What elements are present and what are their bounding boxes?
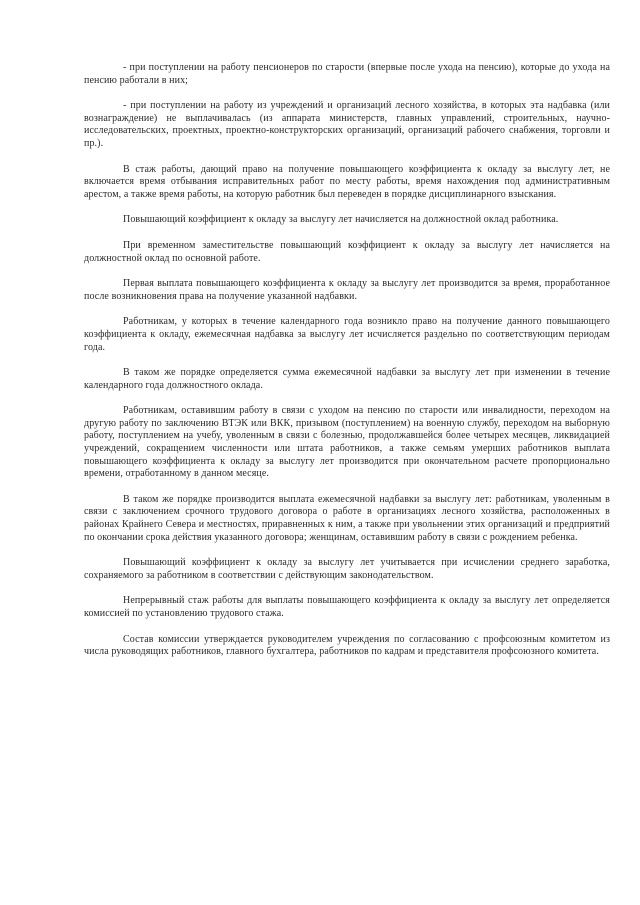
paragraph: В таком же порядке определяется сумма ежемесячной надбавки за выслугу лет при изменении в течение календарного года должностного оклада. (84, 367, 610, 391)
paragraph: - при поступлении на работу пенсионеров по старости (впервые после ухода на пенсию), которые до ухода на пенсию работали в них; (84, 62, 610, 86)
paragraph: Повышающий коэффициент к окладу за выслугу лет учитывается при исчислении среднего заработка, сохраняемого за работником в соответствии с действующим законодательством. (84, 557, 610, 581)
paragraph: Работникам, оставившим работу в связи с уходом на пенсию по старости или инвалидности, переходом на другую работу по заключению ВТЭК или ВКК, призывом (поступлением) на военную службу, переходом на выборную работу, поступлением на учебу, уволенным в связи с болезнью, продолжавшейся более четырех месяцев, ликвидацией учреждений, сокращением численности или штата работников, а также семьям умерших работников выплата повышающего коэффициента к окладу за выслугу лет производится при окончательном расчете пропорционально времени, отработанному в данном месяце. (84, 405, 610, 480)
paragraph: - при поступлении на работу из учреждений и организаций лесного хозяйства, в которых эта надбавка (или вознаграждение) не выплачивалась (из аппарата министерств, главных управлений, строительных, научно-исследовательских, проектных, проектно-конструкторских организаций, организаций рабочего снабжения, торговли и пр.). (84, 100, 610, 149)
paragraph: В таком же порядке производится выплата ежемесячной надбавки за выслугу лет: работникам, уволенным в связи с заключением срочного трудового договора о работе в организациях лесного хозяйства, расположенных в районах Крайнего Севера и местностях, приравненных к ним, а также при увольнении этих организаций и предприятий по окончании срока действия указанного договора; женщинам, оставившим работу в связи с рождением ребенка. (84, 493, 610, 543)
paragraph: Состав комиссии утверждается руководителем учреждения по согласованию с профсоюзным комитетом из числа руководящих работников, главного бухгалтера, работников по кадрам и представителя профсоюзного комитета. (84, 633, 610, 658)
paragraph: Непрерывный стаж работы для выплаты повышающего коэффициента к окладу за выслугу лет определяется комиссией по установлению трудового стажа. (84, 595, 610, 619)
document-body (84, 62, 610, 672)
paragraph: Повышающий коэффициент к окладу за выслугу лет начисляется на должностной оклад работника. (123, 214, 559, 226)
paragraph: Работникам, у которых в течение календарного года возникло право на получение данного повышающего коэффициента к окладу, ежемесячная надбавка за выслугу лет исчисляется раздельно по соответствующим периодам года. (84, 316, 610, 353)
paragraph: Первая выплата повышающего коэффициента к окладу за выслугу лет производится за время, проработанное после возникновения права на получение указанной надбавки. (84, 278, 610, 302)
paragraph: В стаж работы, дающий право на получение повышающего коэффициента к окладу за выслугу лет, не включается время отбывания исправительных работ по месту работы, время нахождения под административным арестом, а также время работы, на которую работник был переведен в порядке дисциплинарного взыскания. (84, 163, 610, 200)
paragraph: При временном заместительстве повышающий коэффициент к окладу за выслугу лет начисляется на должностной оклад по основной работе. (84, 239, 610, 264)
